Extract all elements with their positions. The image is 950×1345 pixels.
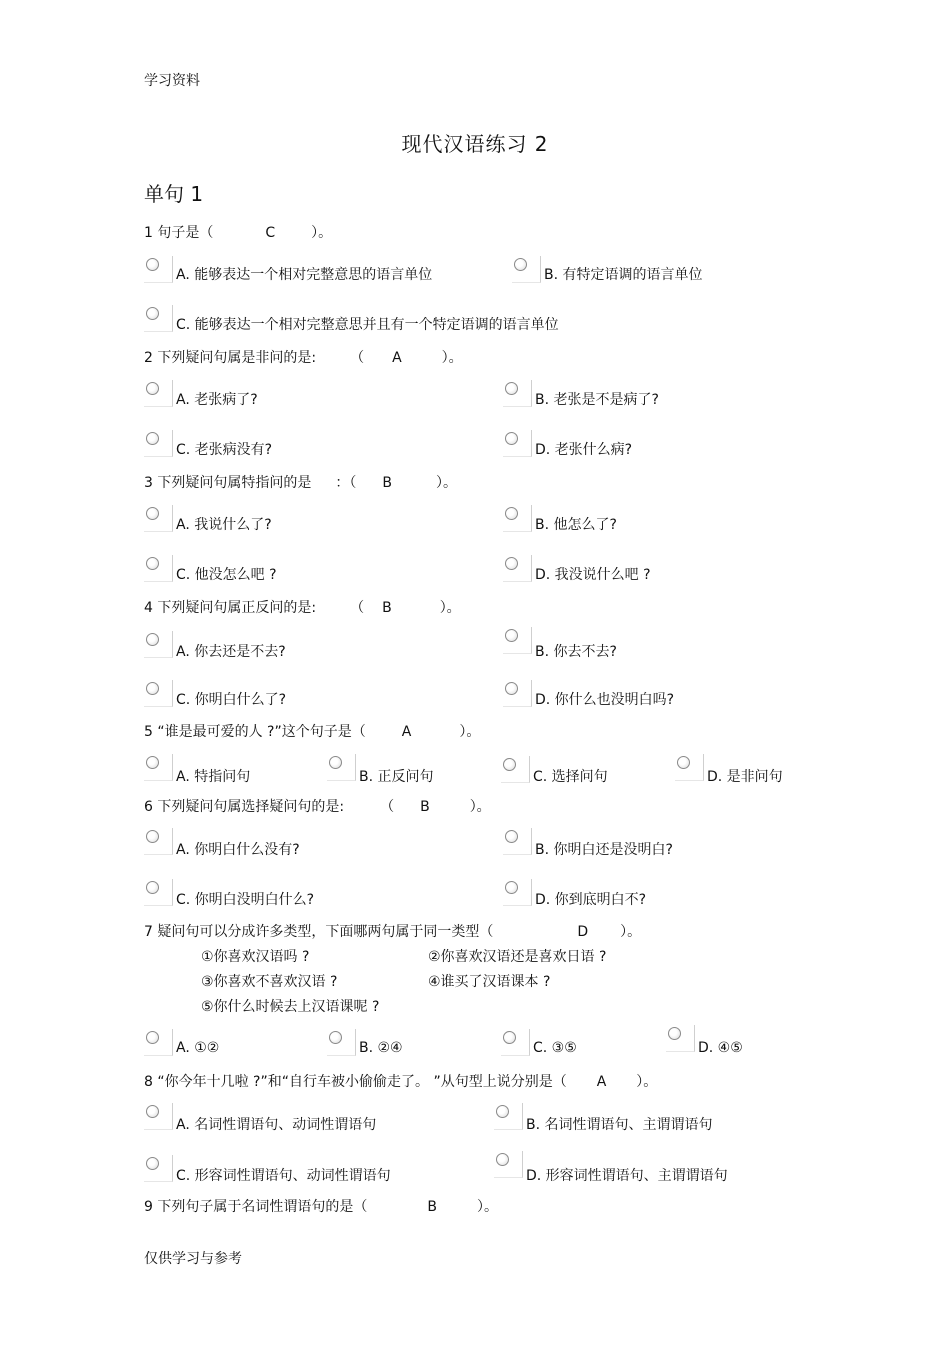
option-q7-c: C. ③⑤ xyxy=(533,1040,577,1056)
radio-q8-d[interactable] xyxy=(494,1151,524,1181)
option-q3-d: D. 我没说什么吧 ? xyxy=(535,567,651,583)
radio-q5-c[interactable] xyxy=(501,756,531,786)
option-q7-b: B. ②④ xyxy=(359,1040,403,1056)
radio-q6-c[interactable] xyxy=(144,879,174,909)
radio-q3-c[interactable] xyxy=(144,555,174,585)
question-8-stem: 8 “你今年十几啦 ?”和“自行车被小偷偷走了。 ”从句型上说分别是（ A ）。 xyxy=(144,1074,658,1090)
radio-q8-a[interactable] xyxy=(144,1103,174,1133)
page-header: 学习资料 xyxy=(144,73,200,89)
radio-q4-a[interactable] xyxy=(144,631,174,661)
radio-q6-b[interactable] xyxy=(503,828,533,858)
option-q2-a: A. 老张病了? xyxy=(176,392,258,408)
option-q1-c: C. 能够表达一个相对完整意思并且有一个特定语调的语言单位 xyxy=(176,317,559,333)
page-footer: 仅供学习与参考 xyxy=(144,1251,242,1267)
radio-q6-a[interactable] xyxy=(144,828,174,858)
radio-q1-b[interactable] xyxy=(512,256,542,286)
radio-q5-b[interactable] xyxy=(327,754,357,784)
question-3-stem: 3 下列疑问句属特指问的是 ：（ B ）。 xyxy=(144,475,457,491)
radio-q1-a[interactable] xyxy=(144,256,174,286)
option-q3-c: C. 他没怎么吧 ? xyxy=(176,567,277,583)
q7-item-2: ②你喜欢汉语还是喜欢日语 ? xyxy=(428,949,607,965)
radio-q8-c[interactable] xyxy=(144,1155,174,1185)
radio-q7-d[interactable] xyxy=(666,1025,696,1055)
radio-q4-c[interactable] xyxy=(144,680,174,710)
radio-q6-d[interactable] xyxy=(503,879,533,909)
option-q3-b: B. 他怎么了? xyxy=(535,517,617,533)
option-q5-d: D. 是非问句 xyxy=(707,769,783,785)
answer-5: A xyxy=(401,724,412,740)
radio-q8-b[interactable] xyxy=(494,1103,524,1133)
radio-q2-b[interactable] xyxy=(503,380,533,410)
radio-q4-d[interactable] xyxy=(503,680,533,710)
option-q3-a: A. 我说什么了? xyxy=(176,517,272,533)
option-q6-a: A. 你明白什么没有? xyxy=(176,842,300,858)
option-q5-a: A. 特指问句 xyxy=(176,769,251,785)
radio-q5-a[interactable] xyxy=(144,754,174,784)
option-q6-b: B. 你明白还是没明白? xyxy=(535,842,673,858)
option-q2-d: D. 老张什么病? xyxy=(535,442,633,458)
option-q4-d: D. 你什么也没明白吗? xyxy=(535,692,675,708)
option-q2-b: B. 老张是不是病了? xyxy=(535,392,659,408)
q7-item-3: ③你喜欢不喜欢汉语 ? xyxy=(201,974,338,990)
option-q4-b: B. 你去不去? xyxy=(535,644,617,660)
radio-q3-d[interactable] xyxy=(503,555,533,585)
answer-2: A xyxy=(392,350,402,366)
option-q1-b: B. 有特定语调的语言单位 xyxy=(544,267,703,283)
question-1-stem: 1 句子是（ C ）。 xyxy=(144,225,333,241)
answer-3: B xyxy=(382,475,392,491)
radio-q4-b[interactable] xyxy=(503,627,533,657)
radio-q7-a[interactable] xyxy=(144,1029,174,1059)
radio-q7-b[interactable] xyxy=(327,1029,357,1059)
q7-item-5: ⑤你什么时候去上汉语课呢 ? xyxy=(201,999,380,1015)
q7-item-4: ④谁买了汉语课本 ? xyxy=(428,974,551,990)
document-title: 现代汉语练习 2 xyxy=(401,132,549,156)
option-q7-a: A. ①② xyxy=(176,1040,220,1056)
radio-q1-c[interactable] xyxy=(144,305,174,335)
option-q1-a: A. 能够表达一个相对完整意思的语言单位 xyxy=(176,267,433,283)
answer-9: B xyxy=(427,1199,437,1215)
option-q5-b: B. 正反问句 xyxy=(359,769,434,785)
option-q8-c: C. 形容词性谓语句、动词性谓语句 xyxy=(176,1168,391,1184)
section-heading: 单句 1 xyxy=(144,182,204,206)
answer-6: B xyxy=(420,799,430,815)
answer-1: C xyxy=(265,225,276,241)
option-q8-b: B. 名词性谓语句、主谓谓语句 xyxy=(526,1117,713,1133)
option-q4-a: A. 你去还是不去? xyxy=(176,644,286,660)
radio-q3-b[interactable] xyxy=(503,505,533,535)
option-q8-a: A. 名词性谓语句、动词性谓语句 xyxy=(176,1117,377,1133)
radio-q5-d[interactable] xyxy=(675,754,705,784)
radio-q3-a[interactable] xyxy=(144,505,174,535)
q7-item-1: ①你喜欢汉语吗 ? xyxy=(201,949,310,965)
question-5-stem: 5 “谁是最可爱的人 ?”这个句子是（ A ）。 xyxy=(144,724,481,740)
radio-q7-c[interactable] xyxy=(501,1029,531,1059)
option-q2-c: C. 老张病没有? xyxy=(176,442,273,458)
radio-q2-d[interactable] xyxy=(503,430,533,460)
answer-4: B xyxy=(382,600,392,616)
question-2-stem: 2 下列疑问句属是非问的是: （ A ）。 xyxy=(144,350,463,366)
answer-7: D xyxy=(577,924,589,940)
option-q6-c: C. 你明白没明白什么? xyxy=(176,892,315,908)
question-4-stem: 4 下列疑问句属正反问的是: （ B ）。 xyxy=(144,600,461,616)
option-q7-d: D. ④⑤ xyxy=(698,1040,743,1056)
question-6-stem: 6 下列疑问句属选择疑问句的是: （ B ）。 xyxy=(144,799,491,815)
question-9-stem: 9 下列句子属于名词性谓语句的是（ B ）。 xyxy=(144,1199,498,1215)
radio-q2-a[interactable] xyxy=(144,380,174,410)
radio-q2-c[interactable] xyxy=(144,430,174,460)
option-q6-d: D. 你到底明白不? xyxy=(535,892,647,908)
option-q8-d: D. 形容词性谓语句、主谓谓语句 xyxy=(526,1168,728,1184)
option-q5-c: C. 选择问句 xyxy=(533,769,608,785)
question-7-stem: 7 疑问句可以分成许多类型，下面哪两句属于同一类型（ D ）。 xyxy=(144,924,642,940)
option-q4-c: C. 你明白什么了? xyxy=(176,692,287,708)
answer-8: A xyxy=(596,1074,607,1090)
